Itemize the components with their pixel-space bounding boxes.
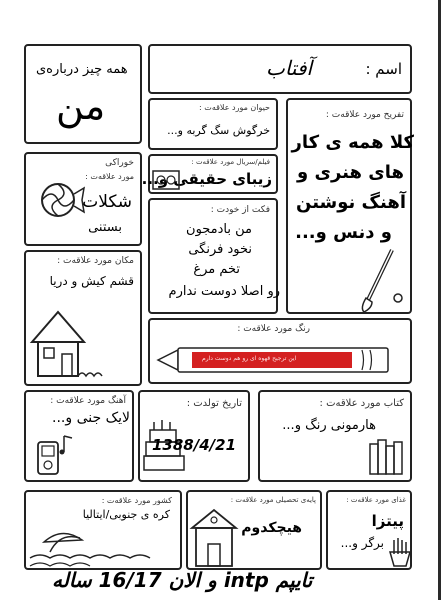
hobby-box [286, 98, 412, 314]
name-value: آفتاب [266, 56, 313, 80]
dish-line-2: برگر و... [340, 536, 384, 550]
movie-label: فیلم/سریال مورد علاقه‌ت : [191, 158, 270, 166]
hobby-line-1: کلا همه ی کار [291, 132, 414, 153]
dish-line-1: پیتزا [371, 512, 404, 530]
place-box [24, 250, 142, 386]
grade-label: پایه‌ی تحصیلی مورد علاقه‌ت : [230, 496, 316, 504]
books-icon [368, 436, 408, 476]
grade-value: هیچکدوم [241, 520, 302, 536]
place-value: قشم کیش و دریا [49, 274, 134, 288]
candy-icon [30, 172, 86, 228]
song-box [24, 390, 134, 482]
name-label: اسم : [365, 60, 402, 78]
grade-box [186, 490, 322, 570]
all-about-name: من [56, 84, 106, 128]
book-box [258, 390, 412, 482]
food-label: خوراکی [105, 158, 134, 168]
house-icon [28, 304, 108, 384]
all-about-box [24, 44, 142, 144]
school-icon [190, 508, 250, 570]
song-value: لایک جنی و... [52, 410, 130, 426]
country-label: کشور مورد علاقه‌ت : [101, 496, 172, 505]
food-line-2: بستنی [88, 220, 122, 235]
color-value: این ترجیح قهوه ای رو هم دوست دارم [202, 355, 297, 362]
place-label: مکان مورد علاقه‌ت : [57, 256, 134, 266]
country-box [24, 490, 182, 570]
hobby-line-2: های هنری و [297, 162, 404, 183]
birthday-label: تاریخ تولدت : [186, 398, 242, 409]
color-box [148, 318, 412, 384]
hobby-line-3: آهنگ نوشتن [296, 192, 406, 213]
name-box [148, 44, 412, 94]
facts-line-3: تخم مرغ [193, 262, 240, 277]
birthday-box [138, 390, 250, 482]
facts-line-2: نخود فرنگی [188, 242, 252, 257]
book-value: هارمونی رنگ و... [282, 418, 376, 433]
hobby-line-4: و دنس و... [295, 222, 392, 243]
fries-icon [388, 536, 412, 568]
food-label-2: مورد علاقه‌ت : [85, 172, 134, 181]
birthday-value: 1388/4/21 [152, 436, 237, 454]
footer-text: تایپم intp و الان 16/17 ساله [52, 568, 313, 592]
song-label: آهنگ مورد علاقه‌ت : [50, 396, 126, 406]
paintbrush-icon [358, 246, 408, 316]
pet-box [148, 98, 278, 150]
dish-label: غذای مورد علاقه‌ت : [346, 496, 406, 504]
music-player-icon [34, 432, 78, 480]
food-box [24, 152, 142, 246]
all-about-title: همه چیز درباره‌ی [36, 62, 128, 77]
movie-box [141, 154, 278, 194]
facts-box [148, 198, 278, 314]
country-value: کره ی جنوبی/ایتالیا [82, 508, 170, 521]
film-reel-icon [152, 168, 182, 192]
facts-line-1: من بادمجون [186, 222, 252, 237]
pet-label: حیوان مورد علاقه‌ت : [199, 103, 270, 112]
beach-icon [30, 524, 180, 570]
pet-value: خرگوش سگ گربه و... [167, 124, 270, 137]
food-line-1: شکلات [82, 192, 132, 212]
dish-box [326, 490, 412, 570]
book-label: کتاب مورد علاقه‌ت : [319, 398, 404, 409]
color-label: رنگ مورد علاقه‌ت : [237, 324, 310, 334]
facts-line-4: رو اصلا دوست ندارم [168, 284, 280, 299]
hobby-label: تفریح مورد علاقه‌ت : [325, 110, 404, 120]
facts-label: فکت از خودت : [210, 205, 270, 215]
movie-value: زیبای حقیقی و... [141, 170, 272, 188]
